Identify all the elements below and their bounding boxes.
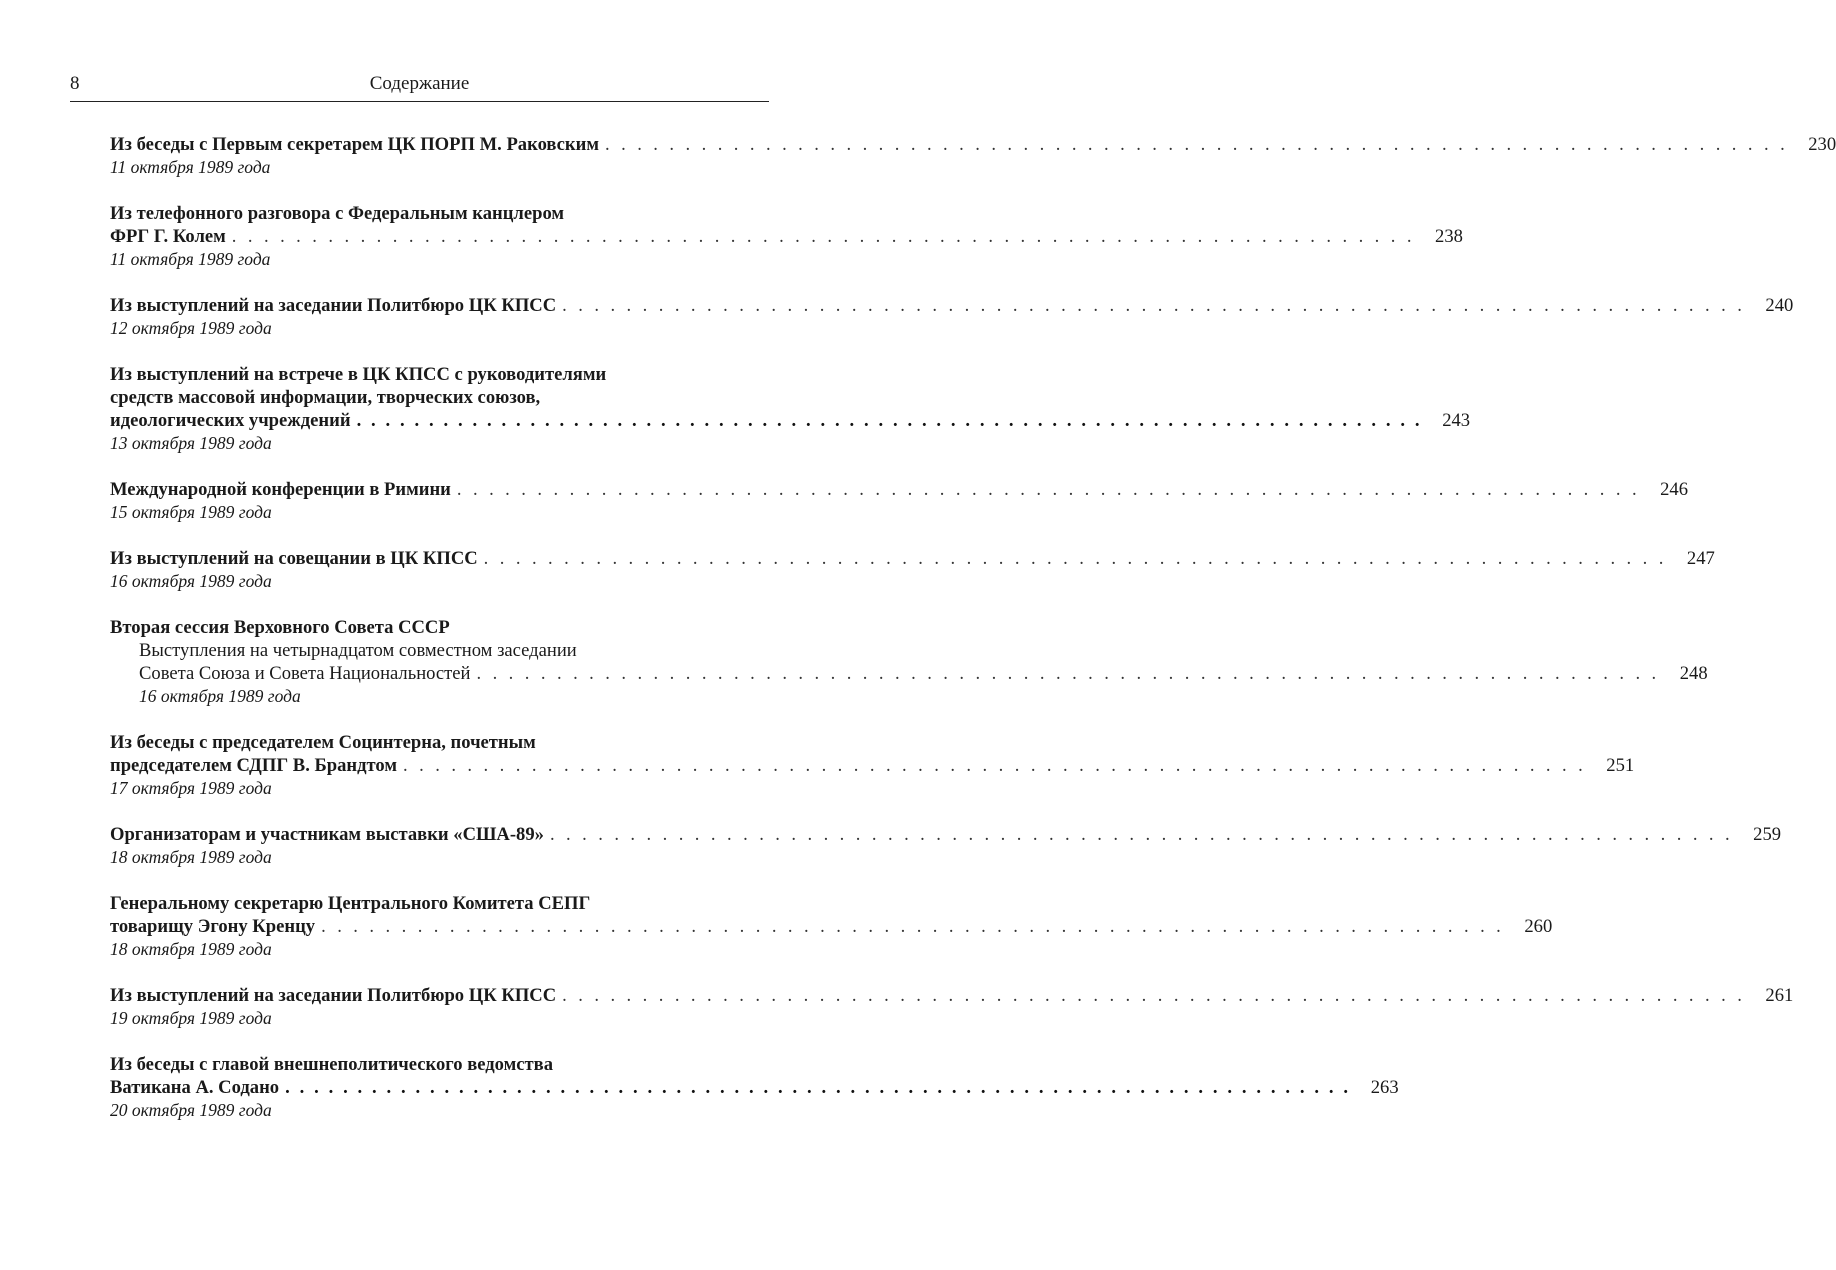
entry-title-line [110,984,1794,1007]
entry-page: 251 [1606,755,1635,776]
entry-title: Из беседы с председателем Социнтерна, почетным [110,732,536,753]
entry-date: 17 октября 1989 года [110,778,272,798]
entry-date: 20 октября 1989 года [110,1100,272,1120]
entry-title-line [110,133,1836,156]
entry-page: 263 [1370,1077,1399,1098]
entry-date: 11 октября 1989 года [110,157,271,177]
dot-leader: . . . . . . . . . . . . . . . . . . . . . . . . . . . . . . . . . . . . . . . . . . . . . . . . . . . . . . . . . . . . . . . . . . . . . . . . . . [356,410,1423,431]
entry-page: 260 [1524,916,1553,937]
table-of-contents [110,133,1836,1145]
page-header [70,71,769,102]
dot-leader: . . . . . . . . . . . . . . . . . . . . . . . . . . . . . . . . . . . . . . . . . . . . . . . . . . . . . . . . . . . . . . . . . . . . . . . . . . [456,479,1641,500]
entry-title: Совета Союза и Совета Национальностей [139,663,471,684]
dot-leader: . . . . . . . . . . . . . . . . . . . . . . . . . . . . . . . . . . . . . . . . . . . . . . . . . . . . . . . . . . . . . . . . . . . . . . . . . . [483,548,1667,569]
entry-date: 15 октября 1989 года [110,502,272,522]
entry-page: 259 [1753,824,1782,845]
dot-leader: . . . . . . . . . . . . . . . . . . . . . . . . . . . . . . . . . . . . . . . . . . . . . . . . . . . . . . . . . . . . . . . . . . . . . . . . . . [562,985,1746,1006]
entry-title: Генеральному секретарю Центрального Комитета СЕПГ [110,893,591,914]
entry-date: 16 октября 1989 года [110,571,272,591]
entry-heading: Вторая сессия Верховного Совета СССР [110,617,450,638]
toc-entry [110,294,1794,340]
dot-leader: . . . . . . . . . . . . . . . . . . . . . . . . . . . . . . . . . . . . . . . . . . . . . . . . . . . . . . . . . . . . . . . . . . . . . . . . . . [549,824,1734,845]
entry-title: Из беседы с главой внешнеполитического ведомства [110,1054,553,1075]
entry-title: председателем СДПГ В. Брандтом [110,755,398,776]
dot-leader: . . . . . . . . . . . . . . . . . . . . . . . . . . . . . . . . . . . . . . . . . . . . . . . . . . . . . . . . . . . . . . . . . . . . . . . . . . [403,755,1587,776]
dot-leader: . . . . . . . . . . . . . . . . . . . . . . . . . . . . . . . . . . . . . . . . . . . . . . . . . . . . . . . . . . . . . . . . . . . . . . . . . . [476,663,1660,684]
toc-entry [110,984,1794,1030]
entry-date: 12 октября 1989 года [110,318,272,338]
entry-title-line [110,478,1689,501]
entry-page: 240 [1765,295,1794,316]
entry-title: товарищу Эгону Кренцу [110,916,316,937]
entry-page: 243 [1442,410,1471,431]
toc-entry [110,547,1715,593]
entry-title: Из телефонного разговора с Федеральным канцлером [110,203,565,224]
entry-title: идеологических учреждений [110,410,351,431]
entry-title-line [110,294,1794,317]
entry-title: ФРГ Г. Колем [110,226,226,247]
entry-title-line [110,225,1463,248]
dot-leader: . . . . . . . . . . . . . . . . . . . . . . . . . . . . . . . . . . . . . . . . . . . . . . . . . . . . . . . . . . . . . . . . . . . . . . . . . . [285,1077,1351,1098]
toc-entry [110,133,1836,179]
entry-title-line [110,915,1553,938]
toc-entry [110,823,1782,869]
dot-leader: . . . . . . . . . . . . . . . . . . . . . . . . . . . . . . . . . . . . . . . . . . . . . . . . . . . . . . . . . . . . . . . . . . . . . . . . . . [231,226,1415,247]
dot-leader: . . . . . . . . . . . . . . . . . . . . . . . . . . . . . . . . . . . . . . . . . . . . . . . . . . . . . . . . . . . . . . . . . . . . . . . . . . [562,295,1746,316]
entry-page: 246 [1660,479,1689,500]
entry-page: 230 [1808,134,1836,155]
entry-title-line [139,662,1708,685]
entry-page: 238 [1435,226,1463,247]
toc-entry [110,202,1463,271]
entry-date: 18 октября 1989 года [110,939,272,959]
entry-date: 16 октября 1989 года [139,686,301,706]
entry-date: 18 октября 1989 года [110,847,272,867]
toc-entry [110,1053,1399,1122]
entry-title-line [110,547,1715,570]
entry-title-line [110,409,1471,432]
entry-title: Из выступлений на встрече в ЦК КПСС с руководителями [110,364,607,385]
page-number: 8 [70,73,80,94]
entry-title-line [110,754,1635,777]
entry-title: Международной конференции в Римини [110,479,451,500]
entry-date: 13 октября 1989 года [110,433,272,453]
entry-title: Выступления на четырнадцатом совместном заседании [139,640,577,661]
running-title: Содержание [369,73,470,94]
entry-title-line [110,1076,1399,1099]
entry-title: средств массовой информации, творческих союзов, [110,387,541,408]
entry-title: Из выступлений на заседании Политбюро ЦК КПСС [110,985,557,1006]
entry-page: 247 [1686,548,1715,569]
entry-title: Из выступлений на совещании в ЦК КПСС [110,548,478,569]
toc-entry [110,731,1635,800]
toc-entry [110,616,1708,708]
entry-title: Из выступлений на заседании Политбюро ЦК КПСС [110,295,557,316]
entry-title: Из беседы с Первым секретарем ЦК ПОРП М. Раковским [110,134,600,155]
toc-entry [110,478,1689,524]
entry-title-line [110,823,1782,846]
entry-date: 11 октября 1989 года [110,249,271,269]
dot-leader: . . . . . . . . . . . . . . . . . . . . . . . . . . . . . . . . . . . . . . . . . . . . . . . . . . . . . . . . . . . . . . . . . . . . . . . . . . [321,916,1505,937]
toc-entry [110,892,1553,961]
toc-entry [110,363,1471,455]
entry-page: 248 [1679,663,1708,684]
entry-title: Ватикана А. Содано [110,1077,280,1098]
sub-entry [110,639,1708,708]
entry-date: 19 октября 1989 года [110,1008,272,1028]
dot-leader: . . . . . . . . . . . . . . . . . . . . . . . . . . . . . . . . . . . . . . . . . . . . . . . . . . . . . . . . . . . . . . . . . . . . . . . . . . [605,134,1789,155]
entry-page: 261 [1765,985,1794,1006]
entry-title: Организаторам и участникам выставки «США-89» [110,824,544,845]
